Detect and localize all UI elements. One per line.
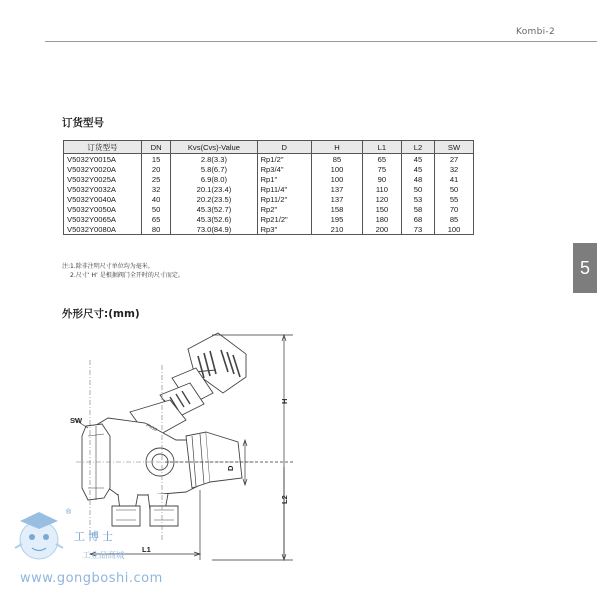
l2-cell: 58 (401, 204, 434, 214)
sw-cell: 41 (435, 174, 474, 184)
body-marking: PN16 (145, 422, 158, 433)
kvs-cell: 6.9(8.0) (171, 174, 257, 184)
model-cell: V5032Y0040A (64, 194, 142, 204)
valve-outline (82, 333, 246, 526)
sw-cell: 85 (435, 214, 474, 224)
page-header-label: Kombi-2 (515, 27, 555, 37)
column-header: H (312, 141, 363, 154)
kvs-cell: 20.1(23.4) (171, 184, 257, 194)
h-cell: 210 (312, 224, 363, 235)
model-cell: V5032Y0050A (64, 204, 142, 214)
dimensions-section-title: 外形尺寸:(mm) (62, 308, 140, 320)
h-cell: 137 (312, 184, 363, 194)
dn-cell: 25 (141, 174, 170, 184)
d-cell: Rp1/2" (257, 154, 311, 165)
kvs-cell: 20.2(23.5) (171, 194, 257, 204)
h-cell: 100 (312, 164, 363, 174)
d-cell: Rp21/2" (257, 214, 311, 224)
dn-cell: 32 (141, 184, 170, 194)
column-header: SW (435, 141, 474, 154)
d-cell: Rp2" (257, 204, 311, 214)
column-header: L1 (362, 141, 401, 154)
kvs-cell: 45.3(52.6) (171, 214, 257, 224)
column-header: L2 (401, 141, 434, 154)
column-header: 订货型号 (64, 141, 142, 154)
model-cell: V5032Y0025A (64, 174, 142, 184)
dn-cell: 40 (141, 194, 170, 204)
l1-cell: 110 (362, 184, 401, 194)
l2-cell: 50 (401, 184, 434, 194)
mascot-logo (15, 512, 63, 559)
h-cell: 137 (312, 194, 363, 204)
l1-cell: 200 (362, 224, 401, 235)
d-cell: Rp11/4" (257, 184, 311, 194)
watermark-registered: ® (66, 509, 72, 516)
l1-cell: 75 (362, 164, 401, 174)
d-cell: Rp11/2" (257, 194, 311, 204)
model-cell: V5032Y0032A (64, 184, 142, 194)
dn-cell: 50 (141, 204, 170, 214)
h-cell: 158 (312, 204, 363, 214)
kvs-cell: 45.3(52.7) (171, 204, 257, 214)
dn-cell: 15 (141, 154, 170, 165)
h-cell: 100 (312, 174, 363, 184)
model-cell: V5032Y0065A (64, 214, 142, 224)
note-line-1: 注:1.除非注明尺寸单位均为毫米。 (62, 263, 154, 270)
l1-cell: 150 (362, 204, 401, 214)
l2-cell: 73 (401, 224, 434, 235)
l2-cell: 45 (401, 154, 434, 165)
sw-cell: 70 (435, 204, 474, 214)
l2-cell: 53 (401, 194, 434, 204)
l2-cell: 48 (401, 174, 434, 184)
dn-cell: 65 (141, 214, 170, 224)
sw-cell: 32 (435, 164, 474, 174)
l1-cell: 90 (362, 174, 401, 184)
note-line-2: 2.尺寸‘ H’ 是根据阀门全开时的尺寸而定。 (70, 272, 184, 279)
l2-cell: 68 (401, 214, 434, 224)
sw-label: SW (70, 416, 83, 425)
h-cell: 195 (312, 214, 363, 224)
l1-label: L1 (142, 545, 151, 554)
sw-cell: 55 (435, 194, 474, 204)
model-cell: V5032Y0015A (64, 154, 142, 165)
l1-cell: 65 (362, 154, 401, 165)
watermark-tagline: 工业品商城 (82, 551, 125, 561)
watermark-url: www.gongboshi.com (20, 571, 163, 586)
sw-cell: 100 (435, 224, 474, 235)
ordering-section-title: 订货型号 (62, 117, 104, 129)
model-cell: V5032Y0020A (64, 164, 142, 174)
column-header: DN (141, 141, 170, 154)
dn-cell: 20 (141, 164, 170, 174)
d-label: D (226, 465, 235, 471)
l1-cell: 180 (362, 214, 401, 224)
d-cell: Rp1" (257, 174, 311, 184)
kvs-cell: 2.8(3.3) (171, 154, 257, 165)
kvs-cell: 5.8(6.7) (171, 164, 257, 174)
l2-cell: 45 (401, 164, 434, 174)
l1-cell: 120 (362, 194, 401, 204)
kvs-cell: 73.0(84.9) (171, 224, 257, 235)
column-header: D (257, 141, 311, 154)
dn-cell: 80 (141, 224, 170, 235)
sw-cell: 27 (435, 154, 474, 165)
h-cell: 85 (312, 154, 363, 165)
sw-cell: 50 (435, 184, 474, 194)
watermark-brand: 工博士 (74, 530, 116, 543)
column-header: Kvs(Cvs)-Value (171, 141, 257, 154)
d-cell: Rp3/4" (257, 164, 311, 174)
model-cell: V5032Y0080A (64, 224, 142, 235)
chapter-tab: 5 (573, 243, 597, 293)
h-label: H (280, 398, 289, 404)
l2-label: L2 (280, 495, 289, 504)
d-cell: Rp3" (257, 224, 311, 235)
